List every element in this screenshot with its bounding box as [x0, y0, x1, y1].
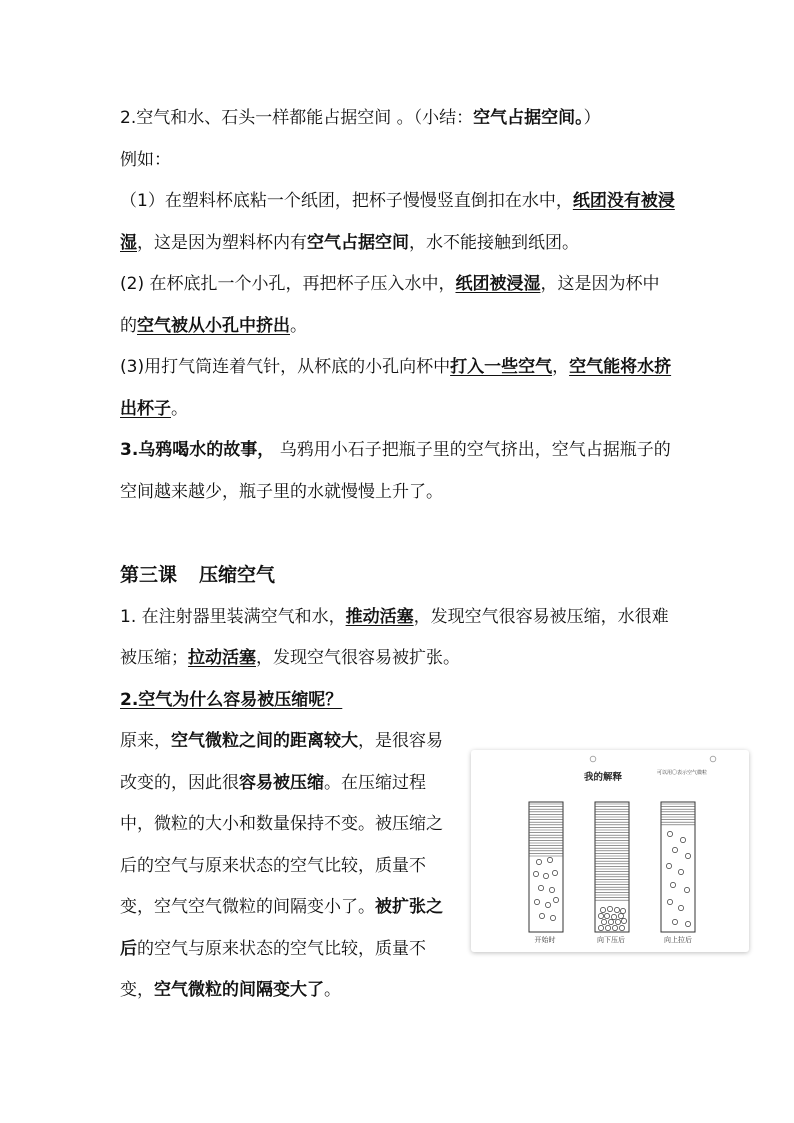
tube-outline	[661, 802, 695, 932]
air-particle	[553, 897, 558, 902]
underlined-text: 打入一些空气	[450, 357, 553, 377]
underlined-text: 空气被从小孔中挤出	[137, 315, 290, 336]
paragraph-2: 例如：	[120, 149, 171, 170]
lesson-number: 第三课	[120, 564, 178, 586]
air-particle	[539, 913, 544, 918]
label-pulled: 向上拉后	[664, 936, 692, 944]
air-particle	[611, 914, 616, 919]
figure-note: 可以用〇表示空气微粒	[657, 770, 708, 776]
air-particle	[685, 921, 690, 926]
air-particle	[549, 887, 554, 892]
text: (2) 在杯底扎一个小孔，再把杯子压入水中，	[120, 274, 456, 294]
figure-illustration	[471, 750, 749, 952]
bold-text: 空气微粒之间的距离较大	[171, 731, 358, 751]
underlined-text: 拉动活塞	[188, 648, 256, 668]
paragraph-8-question: 2.空气为什么容易被压缩呢？	[120, 689, 343, 710]
air-particle	[598, 913, 603, 918]
air-particle	[608, 919, 613, 924]
air-particle	[678, 869, 683, 874]
underlined-text: 纸团被浸湿	[455, 274, 541, 294]
air-particle	[667, 831, 672, 836]
air-particle	[619, 925, 624, 930]
air-particle	[618, 913, 623, 918]
text: 2.空气和水、石头一样都能占据空间 。（小结：	[120, 108, 474, 128]
air-particle	[533, 871, 538, 876]
bold-text: 空气微粒的间隔变大了	[154, 980, 324, 1000]
air-particle-figure	[471, 750, 749, 952]
air-particle	[666, 863, 671, 868]
air-particle	[615, 919, 620, 924]
label-start: 开始时	[534, 936, 556, 944]
air-particle	[685, 853, 690, 858]
air-particle	[600, 907, 605, 912]
section-heading	[120, 555, 676, 597]
bold-text: 容易被压缩	[239, 772, 324, 793]
air-particle	[612, 925, 617, 930]
air-particle	[678, 905, 683, 910]
figure-title: 我的解释	[583, 772, 623, 783]
air-particle	[614, 907, 619, 912]
text: ，这是因为塑料杯内有	[137, 232, 307, 253]
text: (3)用打气筒连着气针，从杯底的小孔向杯中	[120, 357, 451, 377]
air-particle	[605, 925, 610, 930]
air-particle	[684, 887, 689, 892]
air-particle	[667, 899, 672, 904]
spacer	[120, 513, 676, 555]
underlined-text: 空气能将水挤出杯子	[120, 357, 672, 419]
text: ，发现空气很容易被压缩，水很难被压缩；	[120, 606, 669, 668]
label-pressed: 向下压后	[597, 936, 625, 944]
air-particle	[672, 919, 677, 924]
air-particle	[552, 870, 557, 875]
air-particle	[550, 915, 555, 920]
air-particle	[604, 913, 609, 918]
text: （1）在塑料杯底粘一个纸团，把杯子慢慢竖直倒扣在水中，	[120, 191, 573, 211]
air-particle	[538, 885, 543, 890]
text: 。	[324, 980, 341, 1000]
text: ，	[552, 357, 570, 377]
text: 原来，	[120, 731, 171, 751]
pin-hole-icon	[590, 756, 596, 762]
tube-outline	[529, 802, 563, 932]
paragraph-7	[120, 597, 676, 680]
paragraph-5	[120, 347, 676, 430]
air-particle	[547, 857, 552, 862]
pin-hole-icon	[710, 756, 716, 762]
bold-text: 被扩张之后	[120, 897, 443, 959]
tube-pulled	[661, 802, 695, 932]
air-particle	[545, 902, 550, 907]
tube-group	[529, 802, 695, 932]
air-particle	[543, 873, 548, 878]
text: ，水不能接触到纸团。	[409, 232, 579, 253]
text: 。	[290, 315, 307, 336]
text: ，发现空气很容易被扩张。	[256, 648, 460, 668]
paragraph-1	[120, 98, 676, 140]
paragraph-4	[120, 264, 676, 347]
tube-start	[529, 802, 563, 932]
air-particle	[601, 919, 606, 924]
text: ，这是因为杯中的	[120, 274, 660, 336]
air-particle	[598, 925, 603, 930]
text: 。在压缩过程中，微粒的大小和数量保持不变。被压缩之后的空气与原来状态的空气比较，质量不变，空气空气微粒的间隔变小了。	[120, 772, 443, 917]
air-particle	[672, 847, 677, 852]
air-particle	[536, 859, 541, 864]
text: 1. 在注射器里装满空气和水，	[120, 606, 346, 627]
air-particle	[670, 882, 675, 887]
text: 乌鸦用小石子把瓶子里的空气挤出，空气占据瓶子的空间越来越少，瓶子里的水就慢慢上升了。	[120, 440, 671, 502]
paragraph-9	[120, 721, 455, 1012]
bold-text: 3.乌鸦喝水的故事，	[120, 440, 275, 460]
lesson-title: 压缩空气	[199, 564, 276, 586]
air-particle	[621, 918, 626, 923]
text: ，是很容易改变的，因此很	[120, 731, 443, 793]
tube-pressed	[595, 802, 629, 932]
paragraph-3	[120, 181, 676, 264]
text: ）	[583, 108, 601, 128]
bold-text: 空气占据空间	[307, 232, 409, 253]
air-particle	[620, 908, 625, 913]
text: 的空气与原来状态的空气比较，质量不变，	[120, 938, 426, 1000]
air-particle	[607, 906, 612, 911]
text: 。	[171, 398, 188, 419]
air-particle	[680, 837, 685, 842]
bold-text: 空气占据空间。	[473, 108, 584, 128]
air-particle	[534, 899, 539, 904]
paragraph-6	[120, 430, 676, 513]
underlined-text: 推动活塞	[345, 606, 414, 627]
underlined-text: 纸团没有被浸湿	[120, 191, 675, 253]
